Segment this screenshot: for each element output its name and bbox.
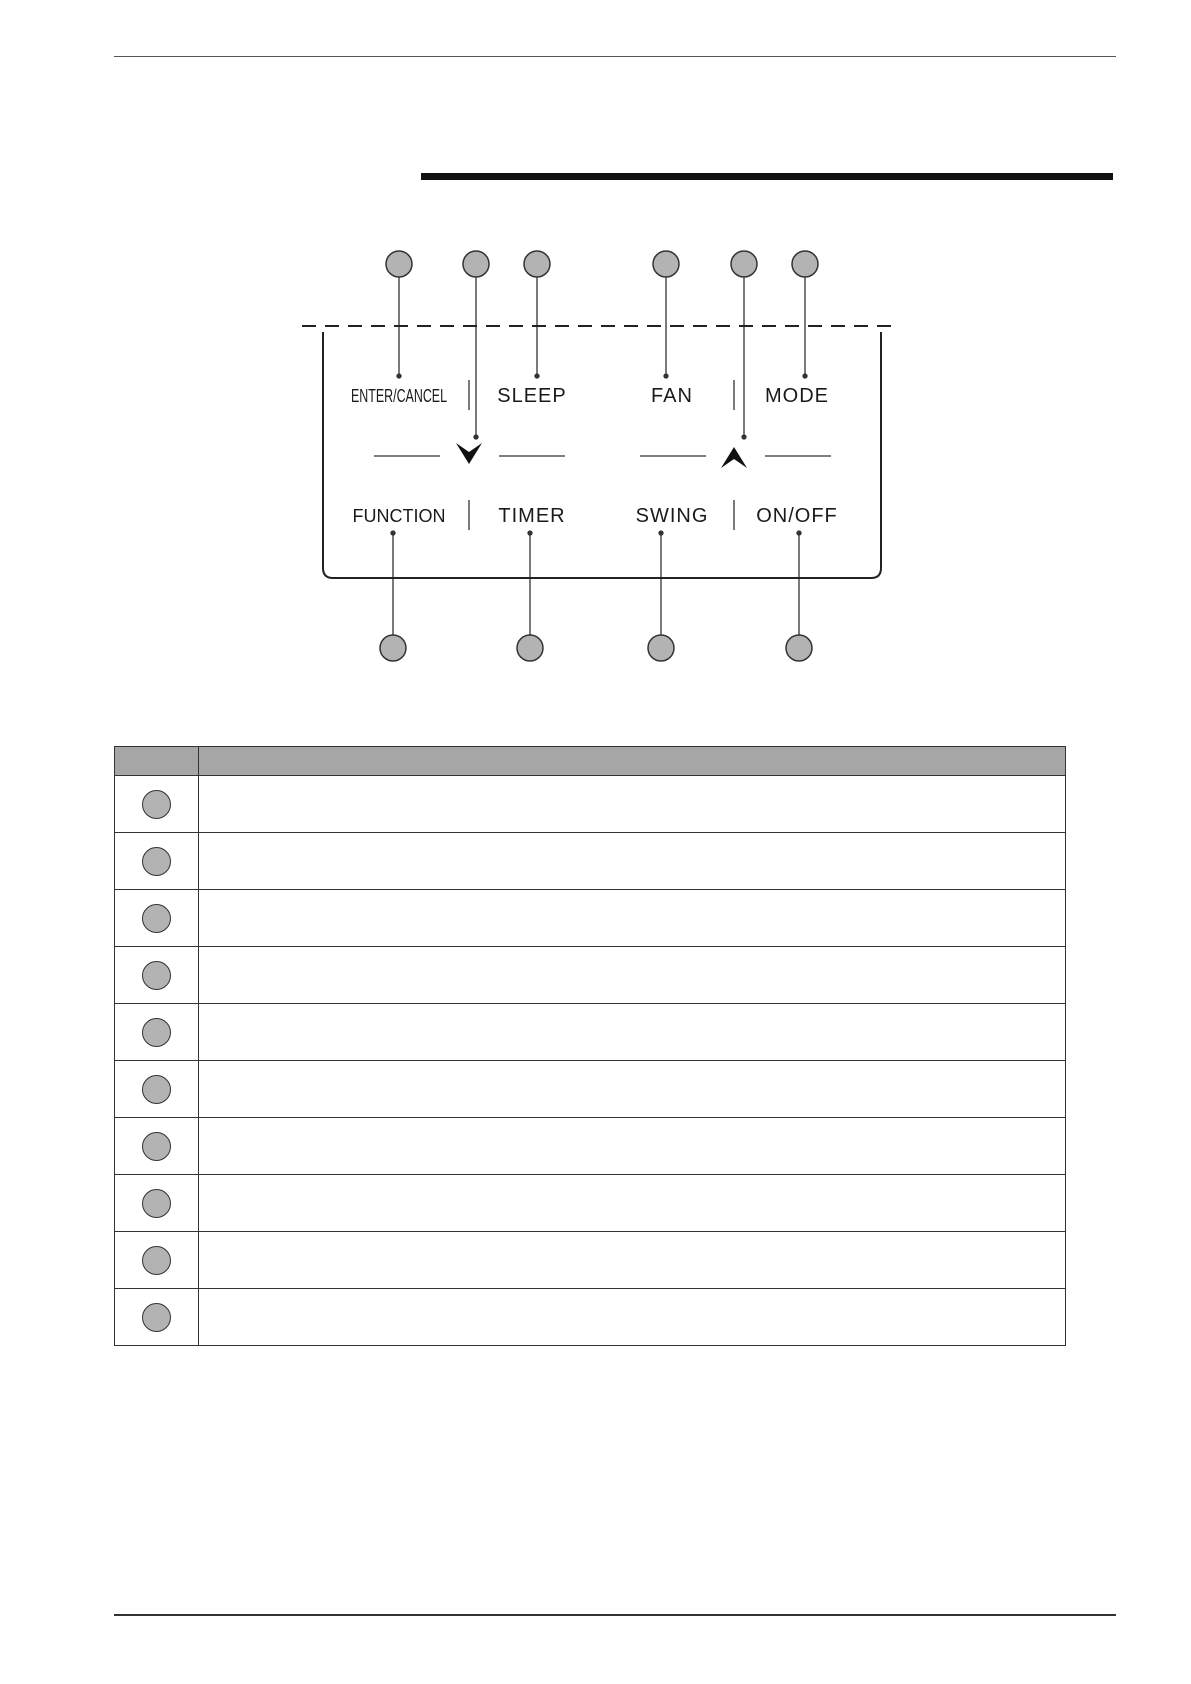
enter-cancel-button[interactable]: ENTER/CANCEL (351, 386, 447, 406)
table-header-cell (115, 747, 199, 776)
marker-cell (115, 1118, 199, 1175)
table-row (115, 1232, 1066, 1289)
table-row (115, 1175, 1066, 1232)
callout-marker (653, 251, 679, 277)
table-header-cell (199, 747, 1066, 776)
callout-marker (142, 1303, 171, 1332)
callout-marker (142, 790, 171, 819)
footer-rule (114, 1614, 1116, 1616)
marker-cell (115, 1004, 199, 1061)
callout-marker (142, 1132, 171, 1161)
mode-button[interactable]: MODE (765, 385, 829, 407)
timer-button[interactable]: TIMER (498, 505, 566, 527)
callout-marker (142, 1018, 171, 1047)
marker-cell (115, 890, 199, 947)
description-cell (199, 1289, 1066, 1346)
callout-marker (786, 635, 812, 661)
description-cell (199, 1061, 1066, 1118)
callout-marker (142, 961, 171, 990)
button-legend-table (114, 746, 1066, 1346)
function-button[interactable]: FUNCTION (352, 506, 446, 526)
sleep-button[interactable]: SLEEP (497, 385, 567, 407)
callout-marker (386, 251, 412, 277)
callout-marker (142, 1075, 171, 1104)
marker-cell (115, 1061, 199, 1118)
callout-marker (380, 635, 406, 661)
callout-marker (524, 251, 550, 277)
marker-cell (115, 776, 199, 833)
description-cell (199, 833, 1066, 890)
table-row (115, 890, 1066, 947)
callout-marker (731, 251, 757, 277)
panel-outline (323, 332, 881, 578)
description-cell (199, 1118, 1066, 1175)
table-row (115, 776, 1066, 833)
on-off-button[interactable]: ON/OFF (756, 505, 838, 527)
marker-cell (115, 947, 199, 1004)
description-cell (199, 1232, 1066, 1289)
callout-marker (142, 847, 171, 876)
description-cell (199, 947, 1066, 1004)
description-cell (199, 776, 1066, 833)
chevron-down-icon[interactable] (456, 443, 482, 464)
callout-marker (463, 251, 489, 277)
table-row (115, 1004, 1066, 1061)
chevron-up-icon[interactable] (721, 447, 747, 468)
fan-button[interactable]: FAN (651, 385, 693, 407)
table-row (115, 1061, 1066, 1118)
callout-marker (517, 635, 543, 661)
marker-cell (115, 1232, 199, 1289)
description-cell (199, 1004, 1066, 1061)
description-cell (199, 1175, 1066, 1232)
table-row (115, 833, 1066, 890)
marker-cell (115, 1175, 199, 1232)
table-row (115, 1118, 1066, 1175)
marker-cell (115, 1289, 199, 1346)
description-cell (199, 890, 1066, 947)
callout-marker (648, 635, 674, 661)
callout-marker (142, 1189, 171, 1218)
table-header-row (115, 747, 1066, 776)
callout-marker (142, 1246, 171, 1275)
callout-marker (792, 251, 818, 277)
swing-button[interactable]: SWING (635, 505, 709, 527)
marker-cell (115, 833, 199, 890)
table-row (115, 1289, 1066, 1346)
control-panel-diagram (0, 0, 1191, 700)
table-row (115, 947, 1066, 1004)
callout-marker (142, 904, 171, 933)
